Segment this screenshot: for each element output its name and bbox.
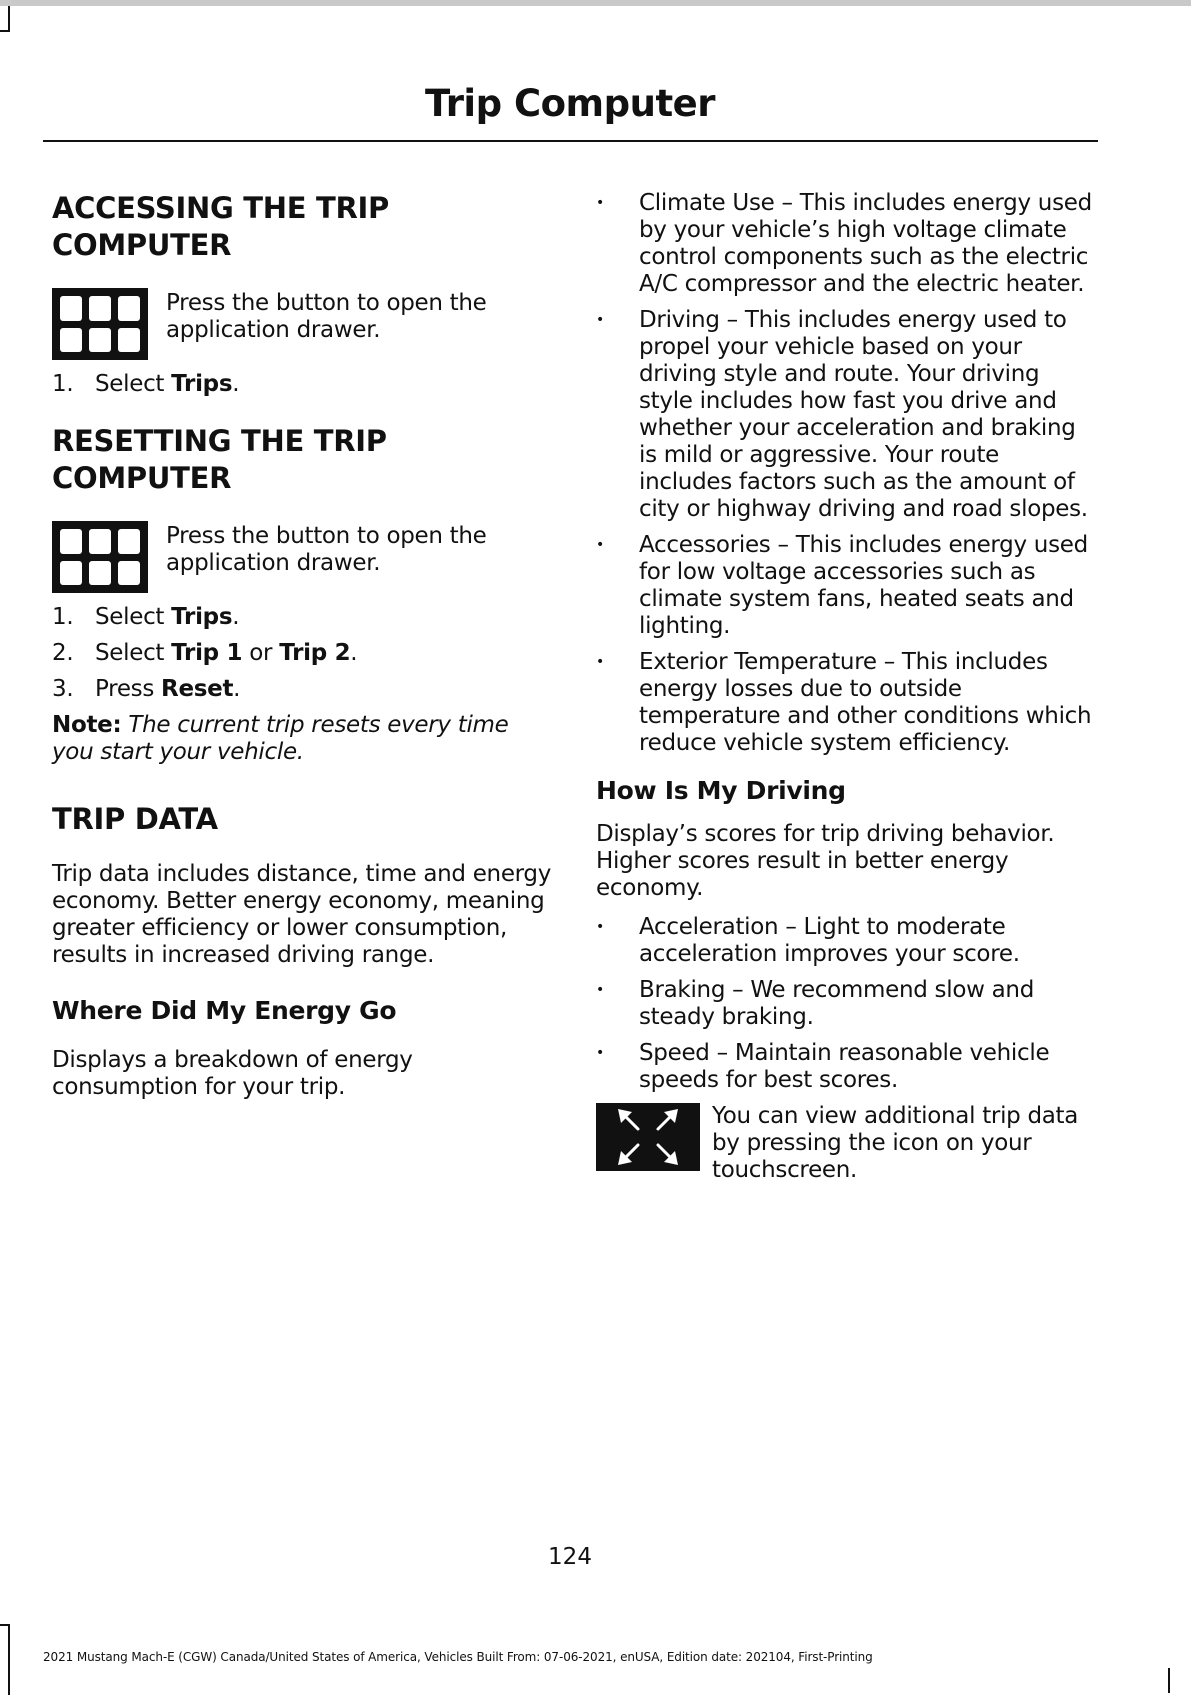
list-item: • Accessories – This includes energy used for low voltage accessories such as climate system fans, heated seats and lighting. [596,532,1088,639]
accessing-heading-line2: COMPUTER [52,228,232,262]
list-item: • Climate Use – This includes energy used by your vehicle’s high voltage climate control components such as the electric A/C compressor and the electric heater. [596,190,1092,297]
how-driving-heading: How Is My Driving [596,776,846,805]
crop-mark-top-left [0,6,10,32]
app-drawer-grid-icon [52,521,148,593]
resetting-heading [52,423,562,497]
how-driving-body: Display’s scores for trip driving behavior. Higher scores result in better energy economy. [596,821,1055,901]
crop-mark-bottom-right [1168,1668,1170,1693]
expand-icon-instruction: You can view additional trip data by pressing the icon on your touchscreen. [712,1103,1079,1183]
list-item: • Acceleration – Light to moderate acceleration improves your score. [596,914,1020,967]
expand-icon-row [596,1103,1096,1184]
trip-data-body: Trip data includes distance, time and energy economy. Better energy economy, meaning greater efficiency or lower consumption, results in increased driving range. [52,861,552,968]
accessing-icon-row [52,288,562,360]
accessing-instruction: Press the button to open the application drawer. [166,290,487,343]
where-energy-heading: Where Did My Energy Go [52,996,397,1025]
driving-score-list [596,914,1096,1094]
app-drawer-grid-icon [52,288,148,360]
reset-note: Note: The current trip resets every time you start your vehicle. [52,712,509,765]
title-divider [43,140,1098,142]
right-column [596,190,1096,1184]
page-number: 124 [548,1544,592,1570]
resetting-instruction: Press the button to open the application drawer. [166,523,487,576]
list-item: • Driving – This includes energy used to propel your vehicle based on your driving style and route. Your driving style includes how fast you drive and whether your acceleration and braking is mild or aggressive. Your route includes factors such as the amount of city or highway driving and road slopes. [596,307,1088,522]
left-column [52,190,562,1101]
resetting-heading-line1: RESETTING THE TRIP [52,424,387,458]
accessing-heading-line1: ACCESSING THE TRIP [52,191,389,225]
energy-breakdown-list [596,190,1096,757]
expand-arrows-icon [596,1103,700,1171]
list-item: 3. Press Reset. [52,676,241,702]
resetting-icon-row [52,521,562,593]
list-item: 1. Select Trips. [52,371,240,397]
page-title: Trip Computer [425,82,715,125]
crop-mark-bottom-left [0,1624,10,1695]
viewer-top-bar [0,0,1191,6]
list-item: 2. Select Trip 1 or Trip 2. [52,640,358,666]
list-item: • Speed – Maintain reasonable vehicle speeds for best scores. [596,1040,1050,1093]
accessing-steps [52,371,562,398]
resetting-heading-line2: COMPUTER [52,461,232,495]
trip-data-heading: TRIP DATA [52,802,218,836]
edition-footer: 2021 Mustang Mach-E (CGW) Canada/United States of America, Vehicles Built From: 07-06-2021, enUSA, Edition date: 202104, First-Printing [43,1650,873,1664]
list-item: • Exterior Temperature – This includes energy losses due to outside temperature and other conditions which reduce vehicle system efficiency. [596,649,1092,756]
resetting-steps [52,604,562,703]
list-item: 1. Select Trips. [52,604,240,630]
list-item: • Braking – We recommend slow and steady braking. [596,977,1034,1030]
accessing-heading [52,190,562,264]
where-energy-body: Displays a breakdown of energy consumption for your trip. [52,1047,413,1100]
